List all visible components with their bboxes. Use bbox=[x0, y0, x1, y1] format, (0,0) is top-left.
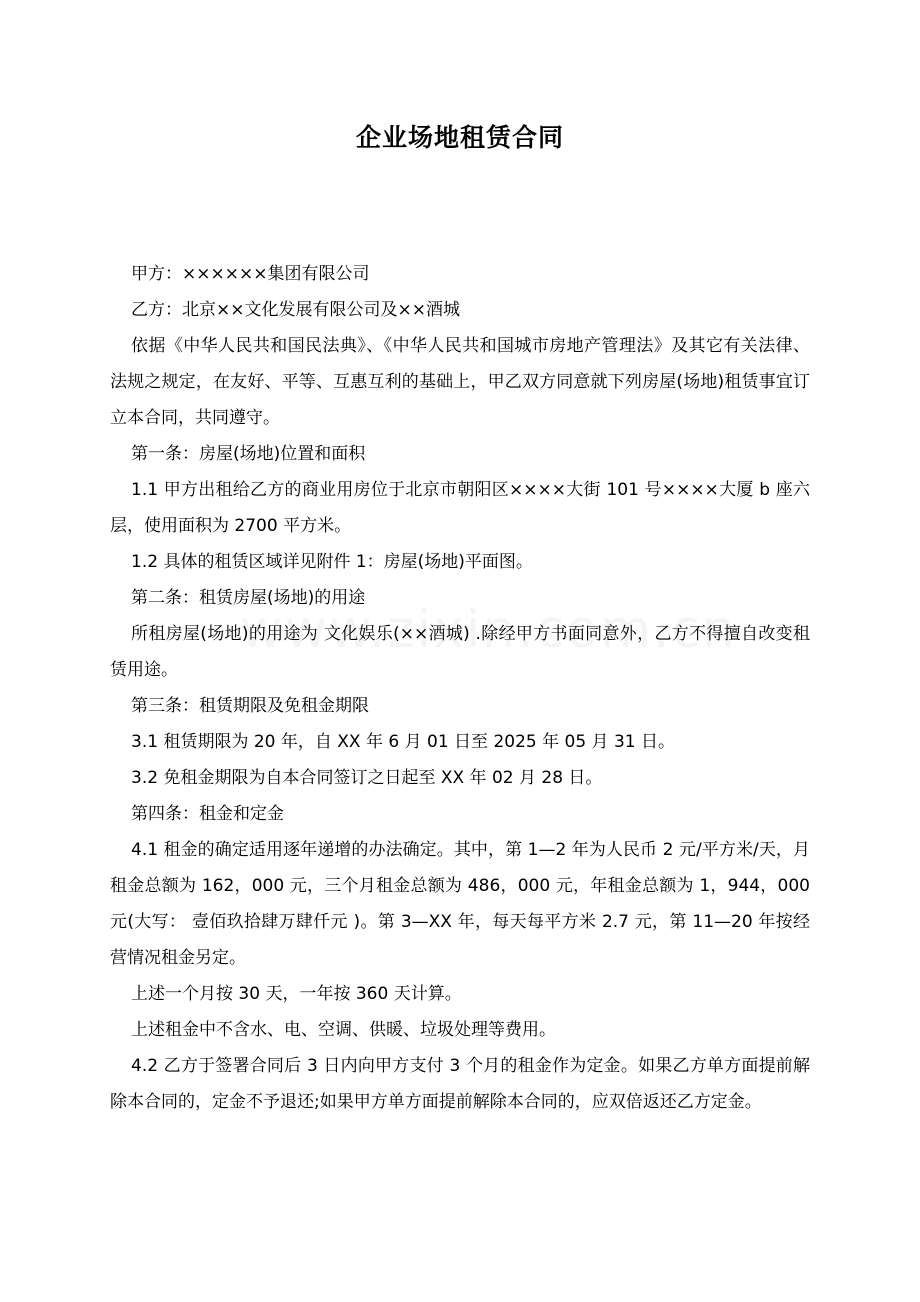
article-3-heading: 第三条：租赁期限及免租金期限 bbox=[131, 696, 369, 716]
clause-1-1: 1.1 甲方出租给乙方的商业用房位于北京市朝阳区××××大街 101 号××××大厦 b 座六层，使用面积为 2700 平方米。 bbox=[110, 480, 810, 536]
clause-2-body: 所租房屋(场地)的用途为 文化娱乐(××酒城) .除经甲方书面同意外，乙方不得擅自改变租赁用途。 bbox=[110, 624, 810, 680]
document-title: 企业场地租赁合同 bbox=[355, 123, 564, 152]
preamble: 依据《中华人民共和国民法典》、《中华人民共和国城市房地产管理法》及其它有关法律、法规之规定，在友好、平等、互惠互利的基础上，甲乙双方同意就下列房屋(场地)租赁事宜订立本合同，共同遵守。 bbox=[110, 336, 810, 428]
clause-4-1: 4.1 租金的确定适用逐年递增的办法确定。其中，第 1—2 年为人民币 2 元/平方米/天，月租金总额为 162，000 元，三个月租金总额为 486，000 元，年租金总额为 1，944，000 元(大写： 壹佰玖拾肆万肆仟元 )。第 3—XX 年，每天每平方米 2.7 元，第 11—20 年按经营情况租金另定。 bbox=[110, 840, 810, 968]
article-4-heading: 第四条：租金和定金 bbox=[131, 804, 284, 824]
clause-1-2: 1.2 具体的租赁区域详见附件 1：房屋(场地)平面图。 bbox=[131, 552, 533, 572]
party-a: 甲方：××××××集团有限公司 bbox=[131, 264, 370, 284]
clause-4-note-month: 上述一个月按 30 天，一年按 360 天计算。 bbox=[131, 984, 462, 1004]
article-1-heading: 第一条：房屋(场地)位置和面积 bbox=[131, 444, 366, 464]
article-2-heading: 第二条：租赁房屋(场地)的用途 bbox=[131, 588, 366, 608]
document-body bbox=[110, 256, 810, 1120]
party-b: 乙方：北京××文化发展有限公司及××酒城 bbox=[131, 300, 460, 320]
clause-4-note-fees: 上述租金中不含水、电、空调、供暖、垃圾处理等费用。 bbox=[131, 1020, 556, 1040]
clause-3-2: 3.2 免租金期限为自本合同签订之日起至 XX 年 02 月 28 日。 bbox=[131, 768, 603, 788]
clause-3-1: 3.1 租赁期限为 20 年，自 XX 年 6 月 01 日至 2025 年 05 月 31 日。 bbox=[131, 732, 675, 752]
clause-4-2: 4.2 乙方于签署合同后 3 日内向甲方支付 3 个月的租金作为定金。如果乙方单方面提前解除本合同的，定金不予退还;如果甲方单方面提前解除本合同的，应双倍返还乙方定金。 bbox=[110, 1056, 810, 1112]
